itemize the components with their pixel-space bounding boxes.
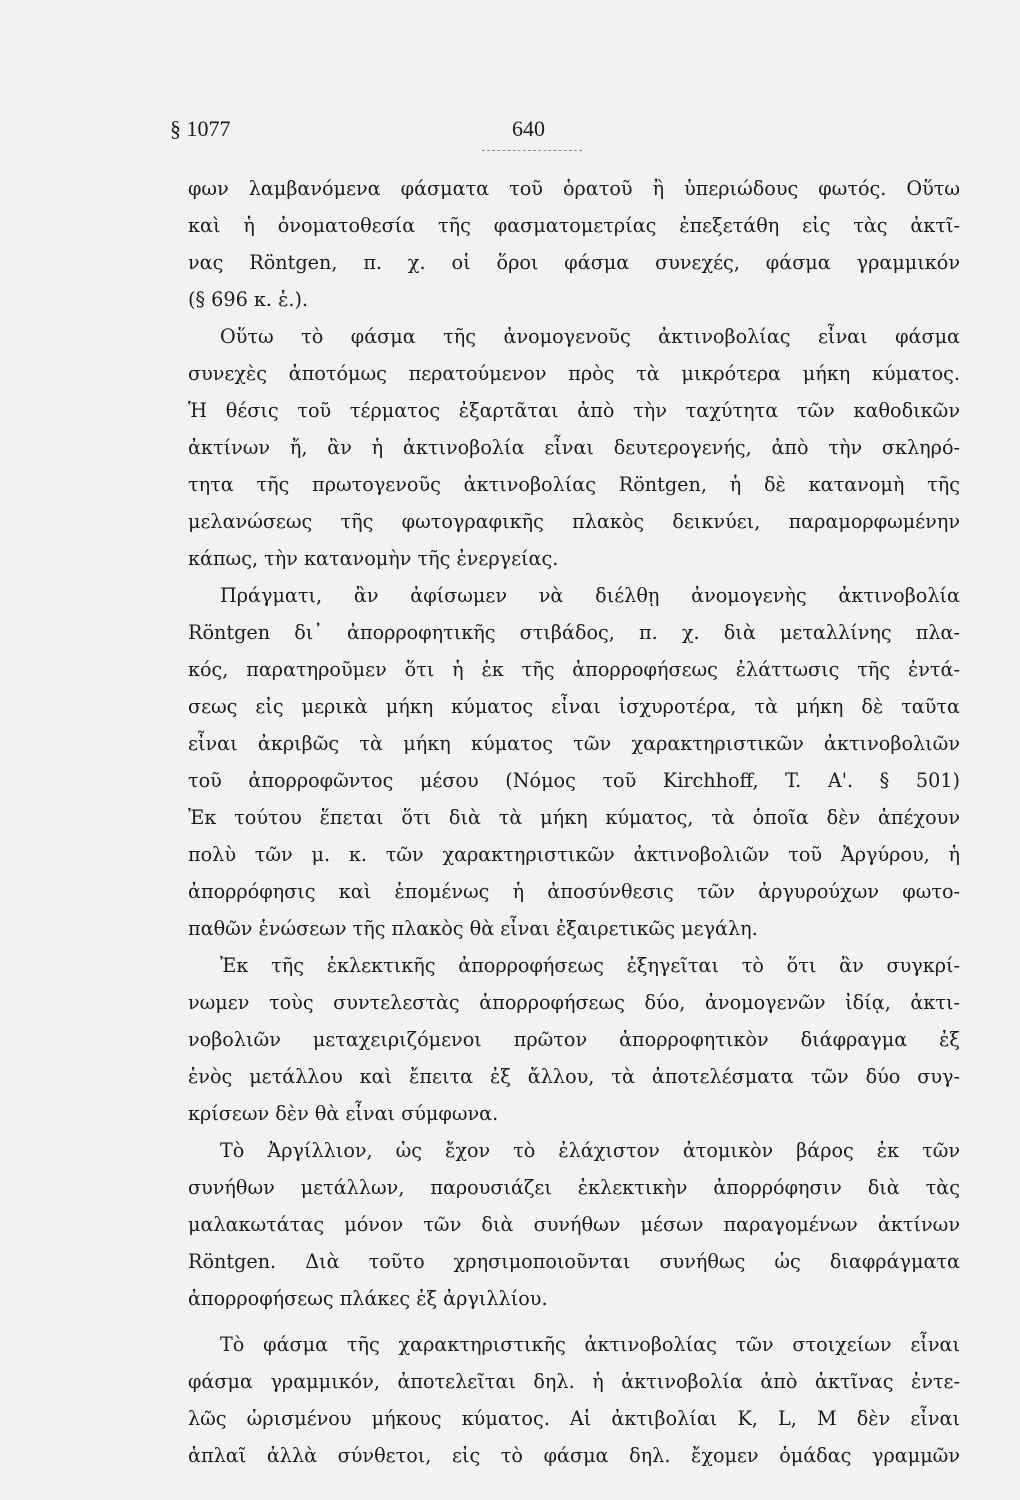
text-line: Τὸ φάσμα τῆς χαρακτηριστικῆς ἀκτινοβολίας τῶν στοιχείων εἶναι <box>220 1333 960 1356</box>
text-line: Ἐκ τῆς ἐκλεκτικῆς ἀπορροφήσεως ἐξηγεῖται τὸ ὅτι ἂν συγκρί- <box>220 954 960 977</box>
text-line: νωμεν τοὺς συντελεστὰς ἀπορροφήσεως δύο, ἀνομογενῶν ἰδίᾳ, ἀκτι- <box>188 991 960 1014</box>
text-line: μελανώσεως τῆς φωτογραφικῆς πλακὸς δεικνύει, παραμορφωμένην <box>188 510 960 533</box>
text-line: φάσμα γραμμικόν, ἀποτελεῖται δηλ. ἡ ἀκτινοβολία ἀπὸ ἀκτῖνας ἐντε- <box>188 1370 960 1393</box>
text-line: καὶ ἡ ὀνοματοθεσία τῆς φασματομετρίας ἐπεξετάθη εἰς τὰς ἀκτῖ- <box>188 214 960 237</box>
text-line: τοῦ ἀπορροφῶντος μέσου (Νόμος τοῦ Kirchhoff, T. A'. § 501) <box>188 769 960 792</box>
text-line: κός, παρατηροῦμεν ὅτι ἡ ἐκ τῆς ἀπορροφήσεως ἐλάττωσις τῆς ἐντά- <box>188 658 960 681</box>
running-header <box>170 116 960 156</box>
text-line: Ἐκ τούτου ἕπεται ὅτι διὰ τὰ μήκη κύματος, τὰ ὁποῖα δὲν ἀπέχουν <box>188 806 960 829</box>
text-line: ἑνὸς μετάλλου καὶ ἔπειτα ἐξ ἄλλου, τὰ ἀποτελέσματα τῶν δύο συγ- <box>188 1065 960 1088</box>
text-line: φων λαμβανόμενα φάσματα τοῦ ὁρατοῦ ἢ ὑπεριώδους φωτός. Οὕτω <box>188 177 960 200</box>
text-line: παθῶν ἑνώσεων τῆς πλακὸς θὰ εἶναι ἐξαιρετικῶς μεγάλη. <box>188 917 758 940</box>
text-line: νοβολιῶν μεταχειριζόμενοι πρῶτον ἀπορροφητικὸν διάφραγμα ἐξ <box>188 1028 960 1051</box>
text-line: λῶς ὡρισμένου μήκους κύματος. Αἱ ἀκτιβολίαι K, L, M δὲν εἶναι <box>188 1407 960 1430</box>
text-line: ἁπλαῖ ἀλλὰ σύνθετοι, εἰς τὸ φάσμα δηλ. ἔχομεν ὁμάδας γραμμῶν <box>188 1444 960 1467</box>
page-number: 640 <box>512 116 545 141</box>
text-line: κρίσεων δὲν θὰ εἶναι σύμφωνα. <box>188 1102 499 1125</box>
text-line: εἶναι ἀκριβῶς τὰ μήκη κύματος τῶν χαρακτηριστικῶν ἀκτινοβολιῶν <box>188 732 960 755</box>
text-line: Πράγματι, ἂν ἀφίσωμεν νὰ διέλθῃ ἀνομογενὴς ἀκτινοβολία <box>220 584 960 607</box>
text-line: Οὕτω τὸ φάσμα τῆς ἀνομογενοῦς ἀκτινοβολίας εἶναι φάσμα <box>220 325 960 348</box>
section-reference: § 1077 <box>170 116 231 141</box>
text-line: συνεχὲς ἀποτόμως περατούμενον πρὸς τὰ μικρότερα μήκη κύματος. <box>188 362 960 385</box>
text-line: Τὸ Ἀργίλλιον, ὡς ἔχον τὸ ἐλάχιστον ἀτομικὸν βάρος ἐκ τῶν <box>220 1139 960 1162</box>
text-line: Röntgen δι᾽ ἀπορροφητικῆς στιβάδος, π. χ. διὰ μεταλλίνης πλα- <box>188 621 960 644</box>
text-line: Ἡ θέσις τοῦ τέρματος ἐξαρτᾶται ἀπὸ τὴν ταχύτητα τῶν καθοδικῶν <box>188 399 960 422</box>
text-line: σεως εἰς μερικὰ μήκη κύματος εἶναι ἰσχυροτέρα, τὰ μήκη δὲ ταῦτα <box>188 695 960 718</box>
text-line: μαλακωτάτας μόνον τῶν διὰ συνήθων μέσων παραγομένων ἀκτίνων <box>188 1213 960 1236</box>
text-line: πολὺ τῶν μ. κ. τῶν χαρακτηριστικῶν ἀκτινοβολιῶν τοῦ Ἀργύρου, ἡ <box>188 843 960 866</box>
text-line: συνήθων μετάλλων, παρουσιάζει ἐκλεκτικὴν ἀπορρόφησιν διὰ τὰς <box>188 1176 960 1199</box>
text-line: ἀκτίνων ἤ, ἂν ἡ ἀκτινοβολία εἶναι δευτερογενής, ἀπὸ τὴν σκληρό- <box>188 436 960 459</box>
text-line: ἀπορροφήσεως πλάκες ἐξ ἀργιλλίου. <box>188 1287 548 1310</box>
page-number-underline <box>482 150 582 153</box>
body-text <box>188 170 960 1474</box>
text-line: Röntgen. Διὰ τοῦτο χρησιμοποιοῦνται συνήθως ὡς διαφράγματα <box>188 1250 960 1273</box>
text-line: ἀπορρόφησις καὶ ἑπομένως ἡ ἀποσύνθεσις τῶν ἀργυρούχων φωτο- <box>188 880 960 903</box>
text-line: τητα τῆς πρωτογενοῦς ἀκτινοβολίας Röntgen, ἡ δὲ κατανομὴ τῆς <box>188 473 960 496</box>
text-line: νας Röntgen, π. χ. οἱ ὅροι φάσμα συνεχές, φάσμα γραμμικόν <box>188 251 960 274</box>
text-line: κάπως, τὴν κατανομὴν τῆς ἐνεργείας. <box>188 547 559 570</box>
text-line: (§ 696 κ. ἑ.). <box>188 288 309 311</box>
